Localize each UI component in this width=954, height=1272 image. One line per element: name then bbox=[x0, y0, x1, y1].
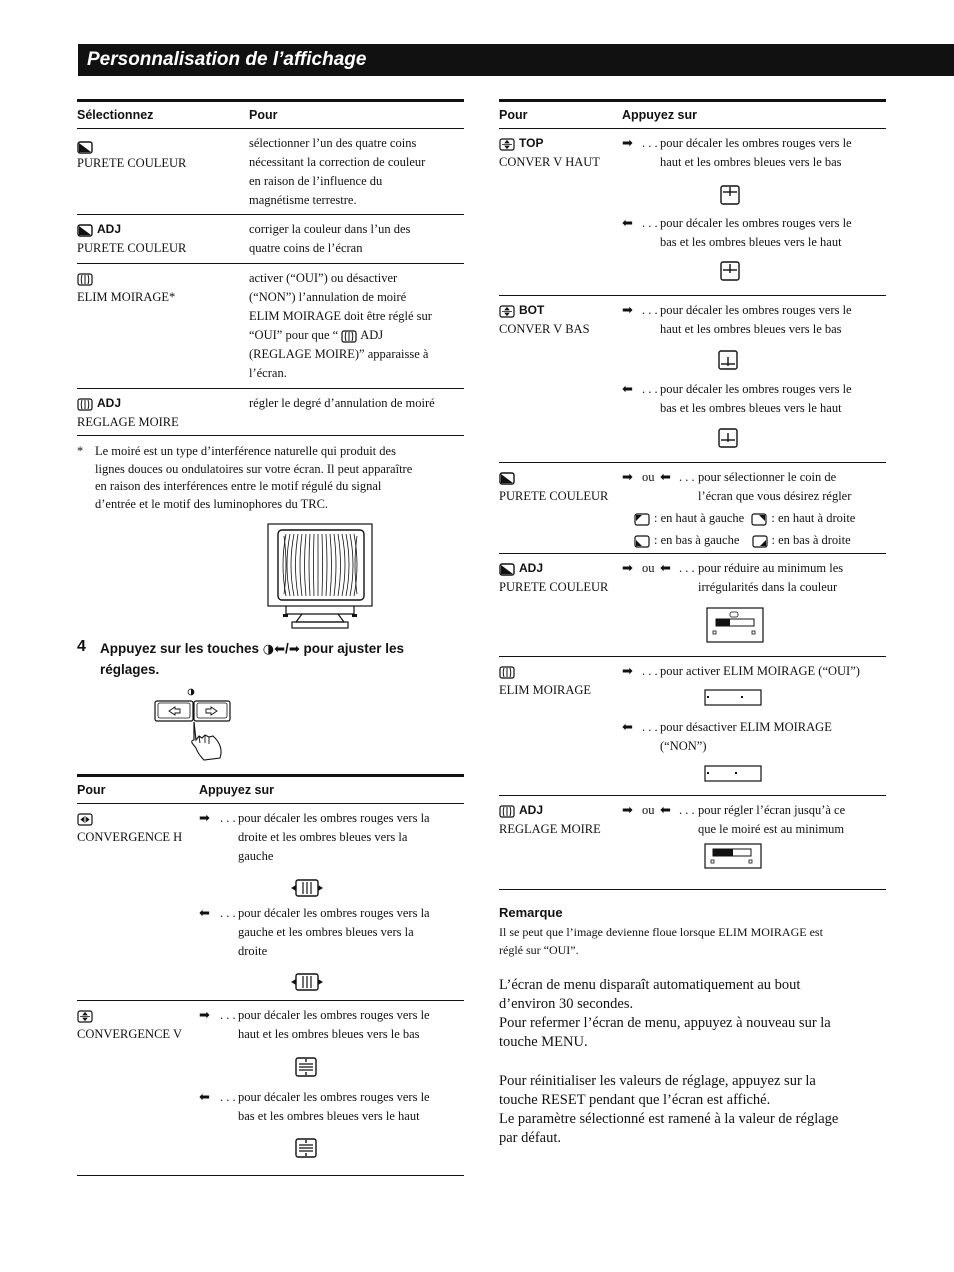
row-name: PURETE COULEUR bbox=[77, 156, 187, 170]
table-row bbox=[77, 1001, 464, 1176]
remark-title: Remarque bbox=[499, 905, 563, 920]
left-arrow-instruction: ⬅ . . . pour décaler les ombres rouges vers le bas et les ombres bleues vers le haut bbox=[199, 1090, 430, 1123]
adj-tag: ADJ bbox=[519, 561, 544, 575]
convergence-v-icon bbox=[499, 138, 515, 151]
adjust-instruction: ➡ ou ⬅ . . . pour régler l’écran jusqu’à ce que le moiré est au minimum bbox=[622, 803, 846, 836]
adjust-instruction: ➡ ou ⬅ . . . pour réduire au minimum les irrégularités dans la couleur bbox=[622, 561, 844, 594]
convergence-v-icon bbox=[77, 1010, 93, 1023]
adj-tag: ADJ bbox=[97, 222, 122, 236]
remark-text: Il se peut que l’image devienne floue lorsque ELIM MOIRAGE est réglé sur “OUI”. bbox=[499, 925, 823, 957]
step-number: 4 bbox=[77, 638, 86, 655]
row-name: ELIM MOIRAGE* bbox=[77, 290, 176, 304]
reset-paragraph: Pour réinitialiser les valeurs de réglage, appuyez sur la touche RESET pendant que l’écran est affiché. Le paramètre sélectionné est ramené à la valeur de réglage par défaut. bbox=[499, 1073, 839, 1146]
moire-monitor-illustration bbox=[266, 522, 374, 638]
top-tag: TOP bbox=[519, 136, 544, 150]
corner-top-right-icon bbox=[751, 513, 767, 526]
color-purity-adj-icon bbox=[499, 563, 515, 576]
row-name: REGLAGE MOIRE bbox=[77, 415, 179, 429]
convergence-h-left-icon bbox=[290, 972, 324, 998]
purity-adjust-bar-icon bbox=[706, 607, 764, 649]
right-arrow-instruction: ➡ . . . pour activer ELIM MOIRAGE (“OUI”) bbox=[622, 664, 860, 679]
row-description: activer (“OUI”) ou désactiver (“NON”) l’annulation de moiré ELIM MOIRAGE doit être réglé sur “OUI” pour que “ ADJ (REGLAGE MOIRE)” apparaisse à l’écran. bbox=[249, 271, 432, 380]
section-banner bbox=[78, 44, 954, 76]
row-name: PURETE COULEUR bbox=[499, 580, 609, 594]
table-row bbox=[77, 804, 464, 1001]
table-row bbox=[499, 796, 886, 890]
table-row bbox=[77, 389, 464, 436]
header-pour: Pour bbox=[249, 108, 278, 122]
right-arrow-instruction: ➡ . . . pour décaler les ombres rouges vers le haut et les ombres bleues vers le bas bbox=[622, 303, 852, 336]
bot-tag: BOT bbox=[519, 303, 545, 317]
corner-bottom-right-icon bbox=[752, 535, 768, 548]
header-pour: Pour bbox=[77, 783, 106, 797]
convergence-h-icon bbox=[77, 813, 93, 826]
right-adjust-table bbox=[499, 99, 886, 890]
row-name: CONVER V BAS bbox=[499, 322, 590, 336]
convergence-v-up-icon bbox=[294, 1056, 318, 1084]
row-description: régler le degré d’annulation de moiré bbox=[249, 396, 435, 410]
arrow-buttons-illustration bbox=[154, 688, 234, 770]
corner-top-left-icon bbox=[634, 513, 650, 526]
moire-adj-icon bbox=[77, 398, 93, 411]
row-name: PURETE COULEUR bbox=[499, 489, 609, 503]
moire-on-bar-icon bbox=[704, 689, 762, 713]
convergence-table bbox=[77, 774, 464, 1176]
table-row bbox=[77, 264, 464, 389]
right-arrow-instruction: ➡ . . . pour décaler les ombres rouges vers la droite et les ombres bleues vers la gauche bbox=[199, 811, 430, 863]
left-arrow-instruction: ⬅ . . . pour décaler les ombres rouges vers le bas et les ombres bleues vers le haut bbox=[622, 382, 852, 415]
bot-up-icon bbox=[717, 349, 739, 377]
page-title: Personnalisation de l’affichage bbox=[87, 49, 367, 70]
header-pour: Pour bbox=[499, 108, 528, 122]
moire-icon bbox=[499, 666, 515, 679]
left-arrow-instruction: ⬅ . . . pour désactiver ELIM MOIRAGE (“NON”) bbox=[622, 720, 832, 753]
table-row bbox=[77, 129, 464, 215]
moire-adjust-bar-icon bbox=[704, 843, 762, 875]
table-header bbox=[77, 99, 464, 129]
remark-block bbox=[499, 903, 899, 959]
convergence-v-down-icon bbox=[294, 1137, 318, 1165]
table-header bbox=[77, 774, 464, 804]
table-header bbox=[499, 99, 886, 129]
row-name: REGLAGE MOIRE bbox=[499, 822, 601, 836]
right-arrow-instruction: ➡ . . . pour décaler les ombres rouges vers le haut et les ombres bleues vers le bas bbox=[622, 136, 852, 169]
row-description: sélectionner l’un des quatre coins nécessitant la correction de couleur en raison de l’influence du magnétisme terrestre. bbox=[249, 136, 426, 207]
adj-tag: ADJ bbox=[519, 803, 544, 817]
row-description: corriger la couleur dans l’un des quatre coins de l’écran bbox=[249, 222, 411, 255]
corner-bottom-left-icon bbox=[634, 535, 650, 548]
table-row bbox=[499, 296, 886, 463]
row-name: ELIM MOIRAGE bbox=[499, 683, 592, 697]
moire-off-bar-icon bbox=[704, 765, 762, 789]
header-selectionnez: Sélectionnez bbox=[77, 108, 154, 122]
left-arrow-instruction: ⬅ . . . pour décaler les ombres rouges vers le bas et les ombres bleues vers le haut bbox=[622, 216, 852, 249]
row-name: CONVERGENCE V bbox=[77, 1027, 182, 1041]
footnote: * Le moiré est un type d’interférence naturelle qui produit des lignes douces ou ondulatoires sur votre écran. Il peut apparaître en raison des interférences entre le motif régulé du signal d’entrée et le motif des luminophores du TRC. bbox=[77, 444, 413, 511]
color-purity-icon bbox=[499, 472, 515, 485]
adj-tag: ADJ bbox=[97, 396, 122, 410]
row-name: PURETE COULEUR bbox=[77, 241, 187, 255]
table-row bbox=[499, 129, 886, 296]
right-arrow-instruction: ➡ . . . pour décaler les ombres rouges vers le haut et les ombres bleues vers le bas bbox=[199, 1008, 430, 1041]
bot-down-icon bbox=[717, 427, 739, 455]
color-purity-adj-icon bbox=[77, 224, 93, 237]
convergence-v-icon bbox=[499, 305, 515, 318]
color-purity-icon bbox=[77, 141, 93, 154]
header-appuyez-sur: Appuyez sur bbox=[622, 108, 698, 122]
corner-select-instruction: ➡ ou ⬅ . . . pour sélectionner le coin de l’écran que vous désirez régler bbox=[622, 470, 852, 503]
moire-icon bbox=[77, 273, 93, 286]
top-down-icon bbox=[719, 260, 741, 288]
header-appuyez-sur: Appuyez sur bbox=[199, 783, 275, 797]
convergence-h-right-icon bbox=[290, 878, 324, 904]
corner-legend: : en haut à gauche : en haut à droite : en bas à gauche : en bas à droite bbox=[634, 509, 894, 553]
row-name: CONVER V HAUT bbox=[499, 155, 600, 169]
left-arrow-instruction: ⬅ . . . pour décaler les ombres rouges vers la gauche et les ombres bleues vers la droite bbox=[199, 906, 430, 958]
top-up-icon bbox=[719, 184, 741, 212]
moire-icon bbox=[341, 330, 357, 343]
left-select-table bbox=[77, 99, 464, 436]
table-row bbox=[499, 554, 886, 657]
moire-adj-icon bbox=[499, 805, 515, 818]
row-name: CONVERGENCE H bbox=[77, 830, 183, 844]
table-row bbox=[77, 215, 464, 264]
table-row bbox=[499, 657, 886, 796]
menu-paragraph: L’écran de menu disparaît automatiquement au bout d’environ 30 secondes. Pour refermer l’écran de menu, appuyez à nouveau sur la touche MENU. bbox=[499, 977, 831, 1050]
table-row bbox=[499, 463, 886, 554]
